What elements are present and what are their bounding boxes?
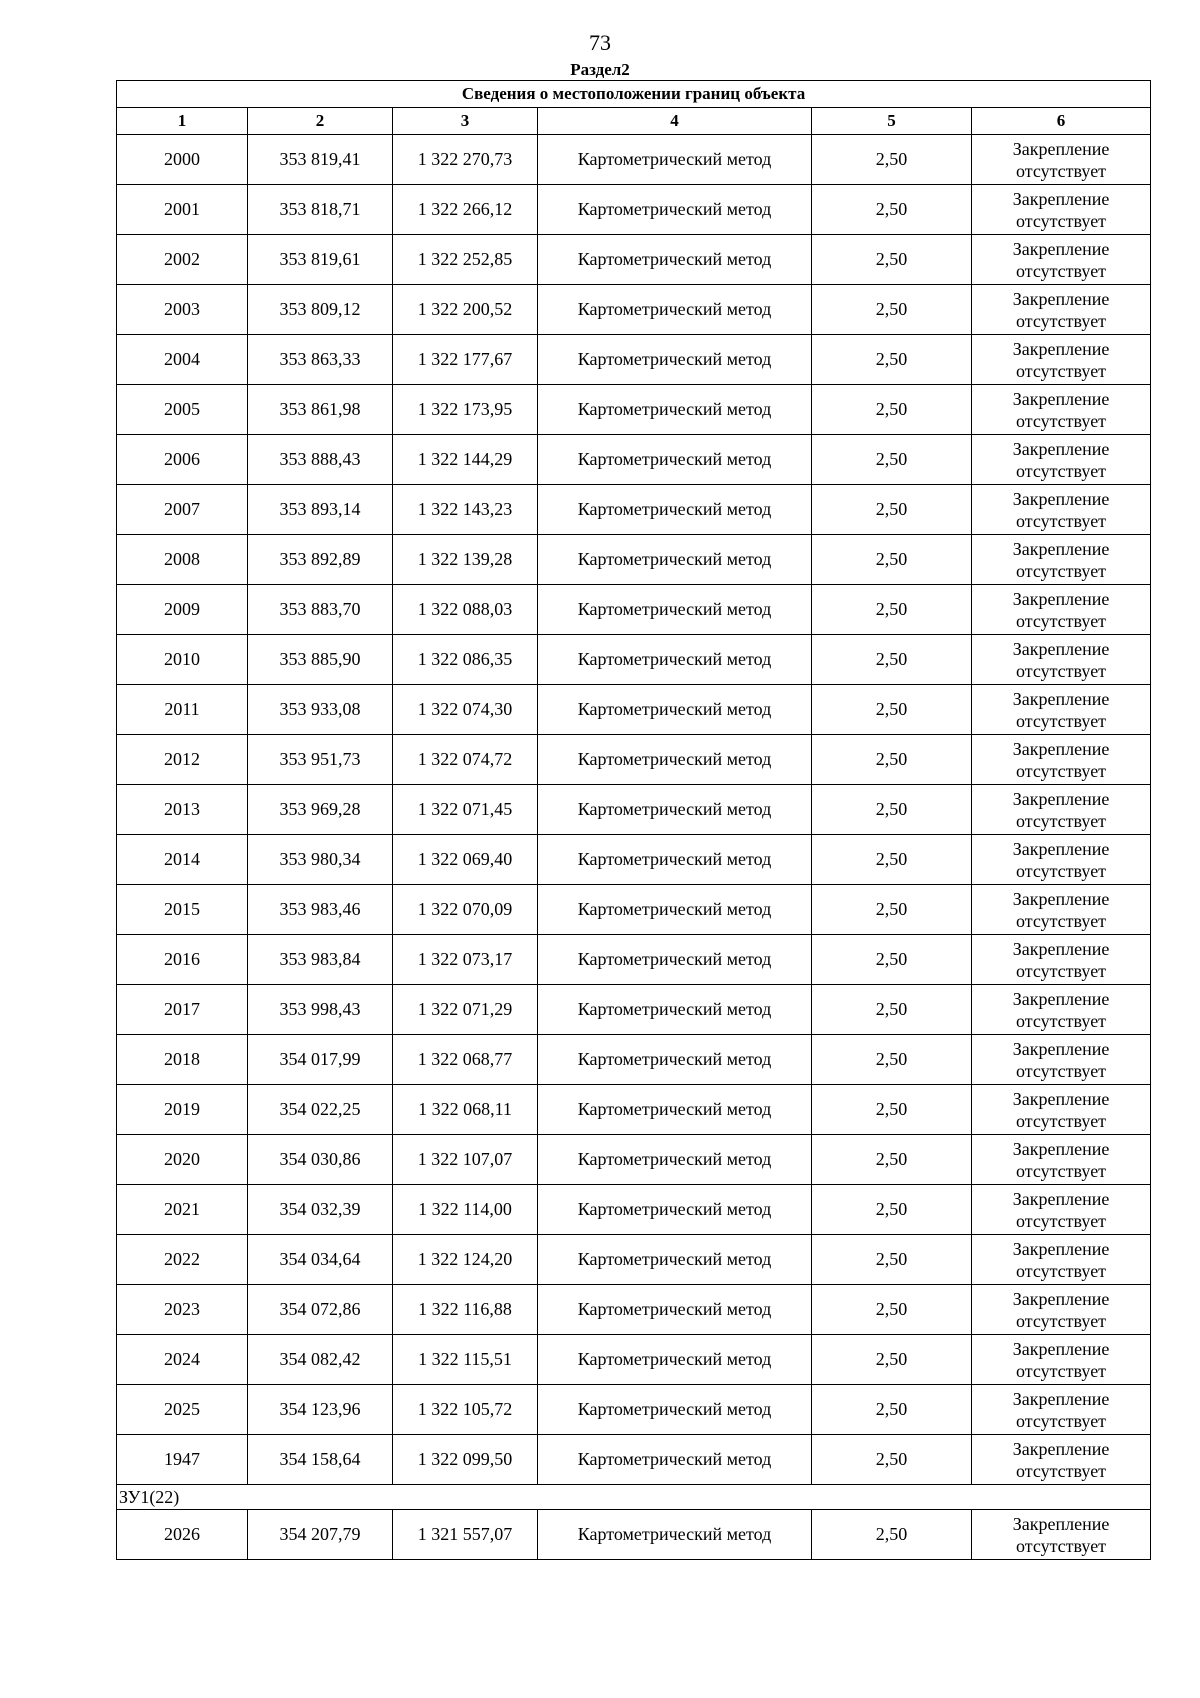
- y-coordinate-cell: 1 322 071,29: [393, 985, 538, 1035]
- column-number-1: 1: [117, 108, 248, 135]
- y-coordinate-cell: 1 322 074,72: [393, 735, 538, 785]
- fixation-cell: Закрепление отсутствует: [972, 585, 1151, 635]
- accuracy-cell: 2,50: [812, 435, 972, 485]
- table-row: [117, 1135, 1151, 1185]
- table-row: [117, 285, 1151, 335]
- table-row: [117, 1085, 1151, 1135]
- point-number-cell: 2020: [117, 1135, 248, 1185]
- y-coordinate-cell: 1 322 144,29: [393, 435, 538, 485]
- y-coordinate-cell: 1 322 173,95: [393, 385, 538, 435]
- x-coordinate-cell: 353 885,90: [248, 635, 393, 685]
- y-coordinate-cell: 1 322 200,52: [393, 285, 538, 335]
- x-coordinate-cell: 354 030,86: [248, 1135, 393, 1185]
- fixation-cell: Закрепление отсутствует: [972, 385, 1151, 435]
- fixation-cell: Закрепление отсутствует: [972, 235, 1151, 285]
- point-number-cell: 2025: [117, 1385, 248, 1435]
- method-cell: Картометрический метод: [538, 1385, 812, 1435]
- point-number-cell: 2010: [117, 635, 248, 685]
- fixation-cell: Закрепление отсутствует: [972, 835, 1151, 885]
- accuracy-cell: 2,50: [812, 1335, 972, 1385]
- point-number-cell: 2021: [117, 1185, 248, 1235]
- method-cell: Картометрический метод: [538, 1035, 812, 1085]
- table-body: [117, 135, 1151, 1560]
- x-coordinate-cell: 354 207,79: [248, 1510, 393, 1560]
- point-number-cell: 2001: [117, 185, 248, 235]
- column-number-6: 6: [972, 108, 1151, 135]
- y-coordinate-cell: 1 322 088,03: [393, 585, 538, 635]
- fixation-cell: Закрепление отсутствует: [972, 1085, 1151, 1135]
- table-row: [117, 685, 1151, 735]
- y-coordinate-cell: 1 322 086,35: [393, 635, 538, 685]
- group-label: ЗУ1(22): [117, 1485, 1151, 1510]
- y-coordinate-cell: 1 322 124,20: [393, 1235, 538, 1285]
- table-row: [117, 985, 1151, 1035]
- method-cell: Картометрический метод: [538, 835, 812, 885]
- x-coordinate-cell: 353 893,14: [248, 485, 393, 535]
- accuracy-cell: 2,50: [812, 735, 972, 785]
- table-caption: Сведения о местоположении границ объекта: [117, 81, 1151, 108]
- accuracy-cell: 2,50: [812, 485, 972, 535]
- x-coordinate-cell: 354 082,42: [248, 1335, 393, 1385]
- fixation-cell: Закрепление отсутствует: [972, 685, 1151, 735]
- point-number-cell: 2016: [117, 935, 248, 985]
- y-coordinate-cell: 1 322 074,30: [393, 685, 538, 735]
- column-number-4: 4: [538, 108, 812, 135]
- method-cell: Картометрический метод: [538, 1135, 812, 1185]
- x-coordinate-cell: 354 017,99: [248, 1035, 393, 1085]
- x-coordinate-cell: 353 883,70: [248, 585, 393, 635]
- table-row: [117, 135, 1151, 185]
- column-number-2: 2: [248, 108, 393, 135]
- method-cell: Картометрический метод: [538, 1510, 812, 1560]
- table-row: [117, 1235, 1151, 1285]
- point-number-cell: 2014: [117, 835, 248, 885]
- accuracy-cell: 2,50: [812, 135, 972, 185]
- method-cell: Картометрический метод: [538, 685, 812, 735]
- fixation-cell: Закрепление отсутствует: [972, 735, 1151, 785]
- x-coordinate-cell: 354 032,39: [248, 1185, 393, 1235]
- y-coordinate-cell: 1 322 139,28: [393, 535, 538, 585]
- table-row: [117, 1335, 1151, 1385]
- y-coordinate-cell: 1 322 105,72: [393, 1385, 538, 1435]
- fixation-cell: Закрепление отсутствует: [972, 285, 1151, 335]
- point-number-cell: 2015: [117, 885, 248, 935]
- table-row: [117, 935, 1151, 985]
- method-cell: Картометрический метод: [538, 985, 812, 1035]
- x-coordinate-cell: 353 969,28: [248, 785, 393, 835]
- table-row: [117, 735, 1151, 785]
- method-cell: Картометрический метод: [538, 585, 812, 635]
- accuracy-cell: 2,50: [812, 535, 972, 585]
- method-cell: Картометрический метод: [538, 235, 812, 285]
- accuracy-cell: 2,50: [812, 335, 972, 385]
- y-coordinate-cell: 1 322 252,85: [393, 235, 538, 285]
- fixation-cell: Закрепление отсутствует: [972, 885, 1151, 935]
- x-coordinate-cell: 353 983,46: [248, 885, 393, 935]
- y-coordinate-cell: 1 321 557,07: [393, 1510, 538, 1560]
- table-row: [117, 1185, 1151, 1235]
- method-cell: Картометрический метод: [538, 335, 812, 385]
- point-number-cell: 2022: [117, 1235, 248, 1285]
- table-row: [117, 1285, 1151, 1335]
- method-cell: Картометрический метод: [538, 135, 812, 185]
- point-number-cell: 2023: [117, 1285, 248, 1335]
- point-number-cell: 2011: [117, 685, 248, 735]
- fixation-cell: Закрепление отсутствует: [972, 485, 1151, 535]
- x-coordinate-cell: 353 892,89: [248, 535, 393, 585]
- method-cell: Картометрический метод: [538, 435, 812, 485]
- method-cell: Картометрический метод: [538, 1185, 812, 1235]
- table-row: [117, 1435, 1151, 1485]
- fixation-cell: Закрепление отсутствует: [972, 1035, 1151, 1085]
- table-row: [117, 185, 1151, 235]
- coordinates-table: [116, 80, 1151, 1560]
- point-number-cell: 2007: [117, 485, 248, 535]
- table-row: [117, 335, 1151, 385]
- table-row: [117, 435, 1151, 485]
- method-cell: Картометрический метод: [538, 635, 812, 685]
- x-coordinate-cell: 353 863,33: [248, 335, 393, 385]
- accuracy-cell: 2,50: [812, 785, 972, 835]
- accuracy-cell: 2,50: [812, 1085, 972, 1135]
- fixation-cell: Закрепление отсутствует: [972, 985, 1151, 1035]
- point-number-cell: 2012: [117, 735, 248, 785]
- method-cell: Картометрический метод: [538, 285, 812, 335]
- fixation-cell: Закрепление отсутствует: [972, 1235, 1151, 1285]
- point-number-cell: 2002: [117, 235, 248, 285]
- fixation-cell: Закрепление отсутствует: [972, 185, 1151, 235]
- table-row: [117, 1035, 1151, 1085]
- point-number-cell: 2017: [117, 985, 248, 1035]
- y-coordinate-cell: 1 322 069,40: [393, 835, 538, 885]
- y-coordinate-cell: 1 322 107,07: [393, 1135, 538, 1185]
- point-number-cell: 2019: [117, 1085, 248, 1135]
- method-cell: Картометрический метод: [538, 185, 812, 235]
- table-row: [117, 635, 1151, 685]
- table-row: [117, 885, 1151, 935]
- method-cell: Картометрический метод: [538, 785, 812, 835]
- method-cell: Картометрический метод: [538, 485, 812, 535]
- method-cell: Картометрический метод: [538, 885, 812, 935]
- accuracy-cell: 2,50: [812, 1135, 972, 1185]
- fixation-cell: Закрепление отсутствует: [972, 1335, 1151, 1385]
- page-number: 73: [589, 30, 611, 55]
- point-number-cell: 2000: [117, 135, 248, 185]
- fixation-cell: Закрепление отсутствует: [972, 1435, 1151, 1485]
- y-coordinate-cell: 1 322 116,88: [393, 1285, 538, 1335]
- fixation-cell: Закрепление отсутствует: [972, 935, 1151, 985]
- accuracy-cell: 2,50: [812, 1235, 972, 1285]
- point-number-cell: 2003: [117, 285, 248, 335]
- column-number-3: 3: [393, 108, 538, 135]
- accuracy-cell: 2,50: [812, 235, 972, 285]
- x-coordinate-cell: 353 998,43: [248, 985, 393, 1035]
- table-row: [117, 535, 1151, 585]
- column-number-5: 5: [812, 108, 972, 135]
- accuracy-cell: 2,50: [812, 935, 972, 985]
- column-number-row: [117, 108, 1151, 135]
- point-number-cell: 2013: [117, 785, 248, 835]
- accuracy-cell: 2,50: [812, 185, 972, 235]
- x-coordinate-cell: 354 158,64: [248, 1435, 393, 1485]
- x-coordinate-cell: 353 819,41: [248, 135, 393, 185]
- point-number-cell: 2006: [117, 435, 248, 485]
- fixation-cell: Закрепление отсутствует: [972, 135, 1151, 185]
- table-row: [117, 235, 1151, 285]
- x-coordinate-cell: 353 861,98: [248, 385, 393, 435]
- fixation-cell: Закрепление отсутствует: [972, 1285, 1151, 1335]
- table-row: [117, 785, 1151, 835]
- method-cell: Картометрический метод: [538, 1335, 812, 1385]
- accuracy-cell: 2,50: [812, 1510, 972, 1560]
- method-cell: Картометрический метод: [538, 1235, 812, 1285]
- y-coordinate-cell: 1 322 071,45: [393, 785, 538, 835]
- x-coordinate-cell: 353 818,71: [248, 185, 393, 235]
- fixation-cell: Закрепление отсутствует: [972, 785, 1151, 835]
- fixation-cell: Закрепление отсутствует: [972, 1385, 1151, 1435]
- table-row: [117, 485, 1151, 535]
- point-number-cell: 2026: [117, 1510, 248, 1560]
- table-row: [117, 835, 1151, 885]
- point-number-cell: 2024: [117, 1335, 248, 1385]
- fixation-cell: Закрепление отсутствует: [972, 1185, 1151, 1235]
- x-coordinate-cell: 354 034,64: [248, 1235, 393, 1285]
- method-cell: Картометрический метод: [538, 1435, 812, 1485]
- point-number-cell: 2004: [117, 335, 248, 385]
- x-coordinate-cell: 353 888,43: [248, 435, 393, 485]
- y-coordinate-cell: 1 322 070,09: [393, 885, 538, 935]
- method-cell: Картометрический метод: [538, 1085, 812, 1135]
- accuracy-cell: 2,50: [812, 1285, 972, 1335]
- point-number-cell: 2005: [117, 385, 248, 435]
- method-cell: Картометрический метод: [538, 535, 812, 585]
- method-cell: Картометрический метод: [538, 385, 812, 435]
- accuracy-cell: 2,50: [812, 1435, 972, 1485]
- y-coordinate-cell: 1 322 068,11: [393, 1085, 538, 1135]
- accuracy-cell: 2,50: [812, 385, 972, 435]
- method-cell: Картометрический метод: [538, 1285, 812, 1335]
- x-coordinate-cell: 354 072,86: [248, 1285, 393, 1335]
- fixation-cell: Закрепление отсутствует: [972, 435, 1151, 485]
- x-coordinate-cell: 354 123,96: [248, 1385, 393, 1435]
- accuracy-cell: 2,50: [812, 585, 972, 635]
- accuracy-cell: 2,50: [812, 885, 972, 935]
- point-number-cell: 2008: [117, 535, 248, 585]
- x-coordinate-cell: 353 951,73: [248, 735, 393, 785]
- table-row: [117, 585, 1151, 635]
- y-coordinate-cell: 1 322 270,73: [393, 135, 538, 185]
- y-coordinate-cell: 1 322 099,50: [393, 1435, 538, 1485]
- y-coordinate-cell: 1 322 266,12: [393, 185, 538, 235]
- point-number-cell: 1947: [117, 1435, 248, 1485]
- y-coordinate-cell: 1 322 115,51: [393, 1335, 538, 1385]
- accuracy-cell: 2,50: [812, 985, 972, 1035]
- x-coordinate-cell: 353 809,12: [248, 285, 393, 335]
- fixation-cell: Закрепление отсутствует: [972, 535, 1151, 585]
- x-coordinate-cell: 353 983,84: [248, 935, 393, 985]
- accuracy-cell: 2,50: [812, 1185, 972, 1235]
- y-coordinate-cell: 1 322 073,17: [393, 935, 538, 985]
- method-cell: Картометрический метод: [538, 935, 812, 985]
- table-row: [117, 1385, 1151, 1435]
- accuracy-cell: 2,50: [812, 285, 972, 335]
- accuracy-cell: 2,50: [812, 1035, 972, 1085]
- point-number-cell: 2018: [117, 1035, 248, 1085]
- y-coordinate-cell: 1 322 068,77: [393, 1035, 538, 1085]
- table-row: [117, 1510, 1151, 1560]
- method-cell: Картометрический метод: [538, 735, 812, 785]
- accuracy-cell: 2,50: [812, 685, 972, 735]
- x-coordinate-cell: 353 819,61: [248, 235, 393, 285]
- x-coordinate-cell: 353 980,34: [248, 835, 393, 885]
- point-number-cell: 2009: [117, 585, 248, 635]
- fixation-cell: Закрепление отсутствует: [972, 335, 1151, 385]
- accuracy-cell: 2,50: [812, 835, 972, 885]
- x-coordinate-cell: 353 933,08: [248, 685, 393, 735]
- accuracy-cell: 2,50: [812, 1385, 972, 1435]
- fixation-cell: Закрепление отсутствует: [972, 1510, 1151, 1560]
- y-coordinate-cell: 1 322 177,67: [393, 335, 538, 385]
- accuracy-cell: 2,50: [812, 635, 972, 685]
- y-coordinate-cell: 1 322 114,00: [393, 1185, 538, 1235]
- group-row: [117, 1485, 1151, 1510]
- table-row: [117, 385, 1151, 435]
- fixation-cell: Закрепление отсутствует: [972, 635, 1151, 685]
- x-coordinate-cell: 354 022,25: [248, 1085, 393, 1135]
- fixation-cell: Закрепление отсутствует: [972, 1135, 1151, 1185]
- y-coordinate-cell: 1 322 143,23: [393, 485, 538, 535]
- section-title: Раздел2: [570, 60, 630, 79]
